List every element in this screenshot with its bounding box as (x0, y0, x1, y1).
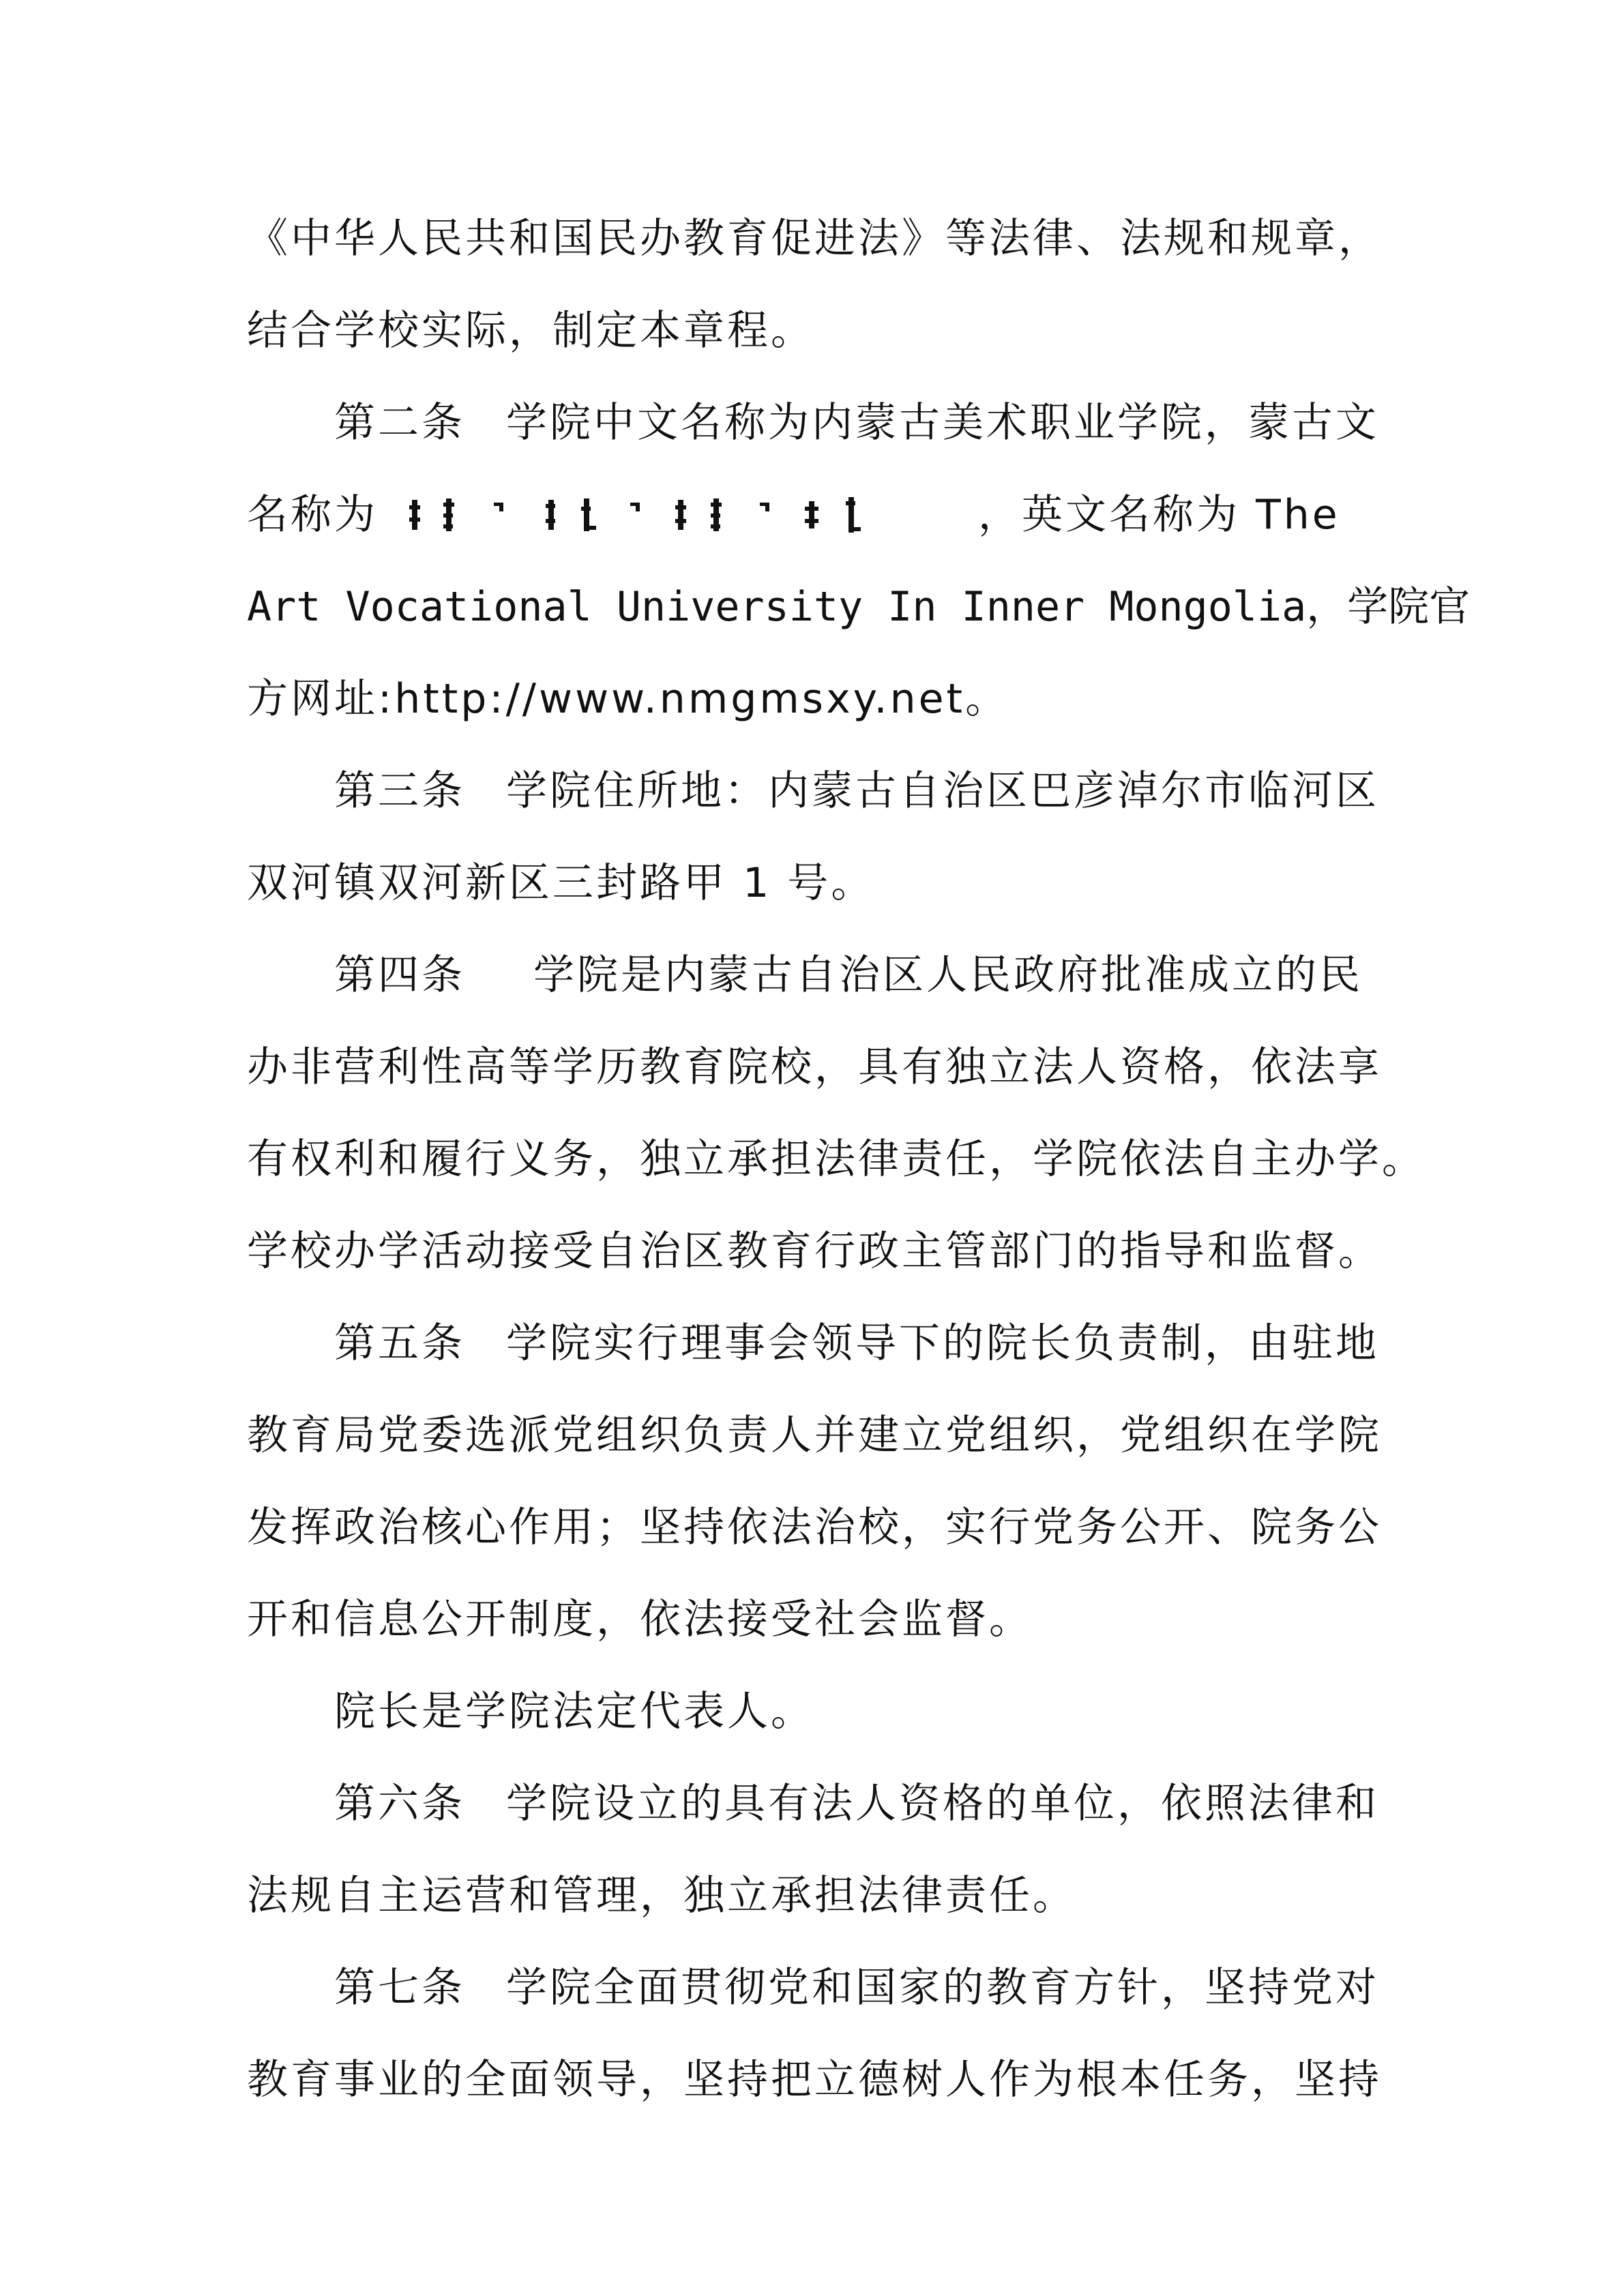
line-text: 办非营利性高等学历教育院校，具有独立法人资格，依法享 (247, 1043, 1382, 1091)
article-label: 第三条 (334, 767, 465, 815)
line-text: Art Vocational University In Inner Mongolia，学院官 (247, 583, 1471, 631)
text-line (247, 573, 1470, 641)
line-text: 名称为 (247, 491, 378, 539)
text-line (247, 849, 874, 917)
line-text: 学院设立的具有法人资格的单位，依照法律和 (506, 1780, 1379, 1828)
article-6-line (334, 1770, 1379, 1838)
text-line (247, 1862, 1076, 1930)
article-2-line (334, 389, 1379, 457)
line-text: ，英文名称为 The (978, 491, 1340, 539)
article-label: 第六条 (334, 1780, 465, 1828)
text-line (247, 1585, 1033, 1654)
text-line (247, 481, 1340, 549)
line-text: 学校办学活动接受自治区教育行政主管部门的指导和监督。 (247, 1227, 1382, 1275)
line-text: 院长是学院法定代表人。 (334, 1688, 814, 1735)
line-text: 教育局党委选派党组织负责人并建立党组织，党组织在学院 (247, 1412, 1382, 1459)
line-text: 开和信息公开制度，依法接受社会监督。 (247, 1596, 1033, 1643)
line-text: 学院实行理事会领导下的院长负责制，由驻地 (506, 1320, 1379, 1367)
line-text: 学院全面贯彻党和国家的教育方针，坚持党对 (506, 1964, 1379, 2012)
text-line (247, 665, 1009, 733)
line-text: 学院住所地：内蒙古自治区巴彦淖尔市临河区 (506, 767, 1379, 815)
article-7-line (334, 1954, 1379, 2022)
mongolian-script-image (405, 493, 910, 541)
article-5-line (334, 1309, 1379, 1377)
article-label: 第二条 (334, 399, 465, 447)
line-text: 双河镇双河新区三封路甲 1 号。 (247, 859, 875, 907)
article-3-line (334, 757, 1379, 825)
text-line (247, 205, 1382, 273)
line-text: 学院中文名称为内蒙古美术职业学院，蒙古文 (506, 399, 1379, 447)
president-line (334, 1678, 814, 1746)
text-line (247, 1401, 1382, 1470)
line-text: 法规自主运营和管理，独立承担法律责任。 (247, 1872, 1076, 1920)
text-line (247, 297, 814, 365)
text-line (247, 1125, 1426, 1193)
text-line (247, 2046, 1382, 2114)
article-4-line (334, 941, 1363, 1009)
article-label: 第五条 (334, 1320, 465, 1367)
article-label: 第四条 (334, 951, 465, 999)
line-text: 《中华人民共和国民办教育促进法》等法律、法规和规章， (247, 215, 1382, 263)
line-text: 学院是内蒙古自治区人民政府批准成立的民 (533, 951, 1363, 999)
line-text: 教育事业的全面领导，坚持把立德树人作为根本任务，坚持 (247, 2056, 1382, 2104)
line-text: 方网址:http://www.nmgmsxy.net。 (247, 675, 1009, 723)
text-line (247, 1217, 1382, 1285)
line-text: 结合学校实际，制定本章程。 (247, 307, 814, 355)
text-line (247, 1033, 1382, 1101)
text-line (247, 1493, 1382, 1562)
line-text: 发挥政治核心作用；坚持依法治校，实行党务公开、院务公 (247, 1504, 1382, 1551)
article-label: 第七条 (334, 1964, 465, 2012)
line-text: 有权利和履行义务，独立承担法律责任，学院依法自主办学。 (247, 1135, 1426, 1183)
